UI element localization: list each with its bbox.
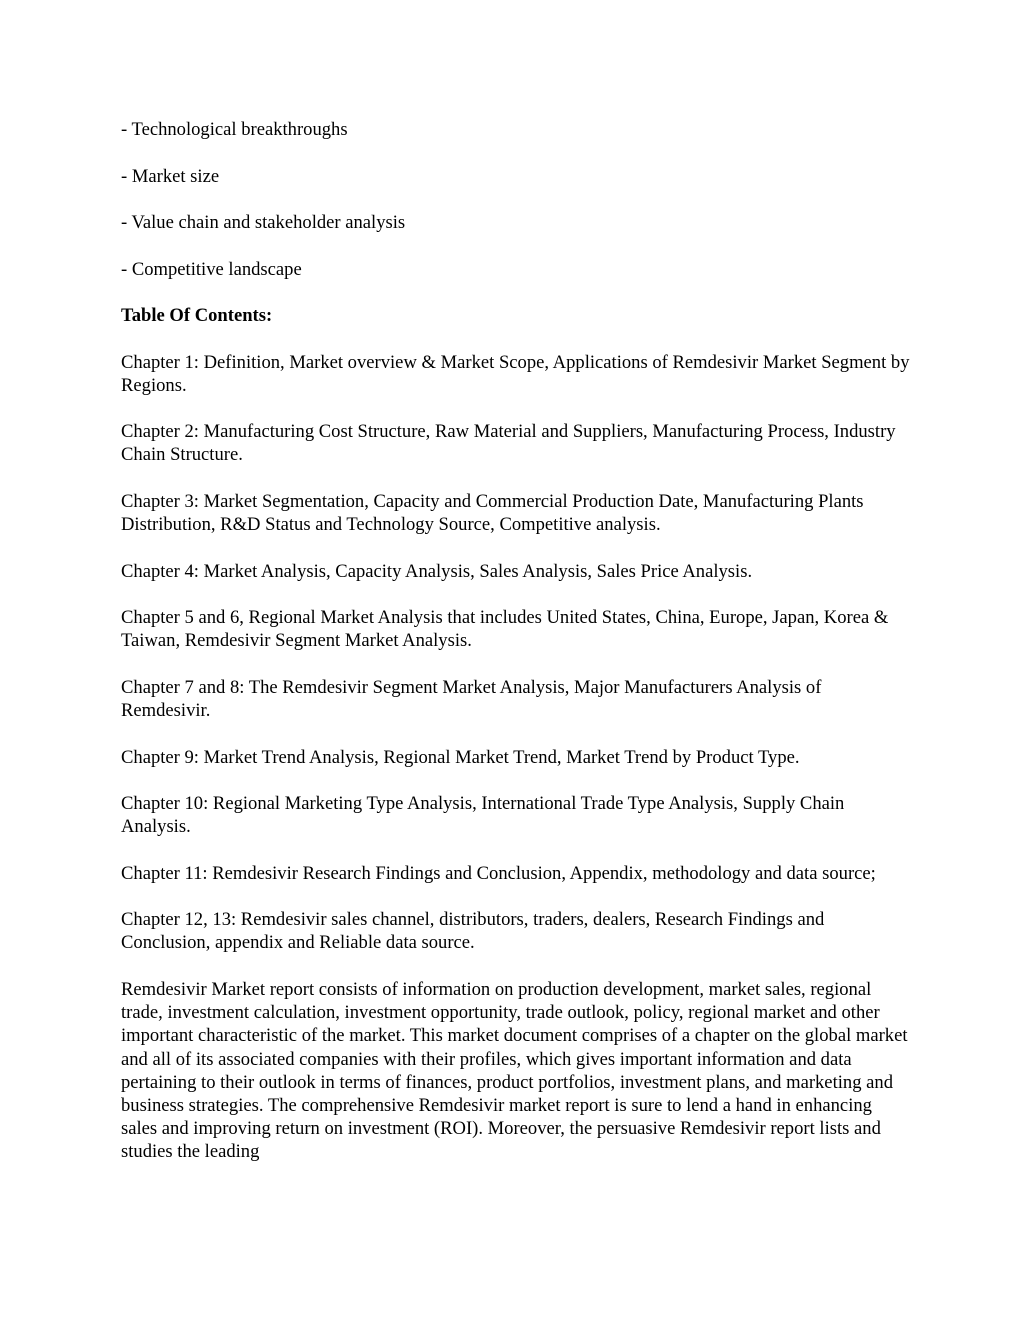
chapter-9: Chapter 9: Market Trend Analysis, Regional Market Trend, Market Trend by Product Type. <box>121 746 800 768</box>
chapter-5-6: Chapter 5 and 6, Regional Market Analysis that includes United States, China, Europe, Japan, Korea & Taiwan, Remdesivir Segment Market Analysis. <box>121 607 889 652</box>
chapter-12-13: Chapter 12, 13: Remdesivir sales channel, distributors, traders, dealers, Research Findings and Conclusion, appendix and Reliable data source. <box>121 909 825 954</box>
chapter-7-8: Chapter 7 and 8: The Remdesivir Segment Market Analysis, Major Manufacturers Analysis of Remdesivir. <box>121 676 822 722</box>
chapter-3: Chapter 3: Market Segmentation, Capacity and Commercial Production Date, Manufacturing Plants Distribution, R&D Status and Technology Source, Competitive analysis. <box>121 490 864 536</box>
bullet-value-chain: - Value chain and stakeholder analysis <box>121 212 406 233</box>
bullet-technological-breakthroughs: - Technological breakthroughs <box>121 119 348 140</box>
chapter-2: Chapter 2: Manufacturing Cost Structure, Raw Material and Suppliers, Manufacturing Process, Industry Chain Structure. <box>121 421 896 466</box>
document-page <box>121 118 911 1164</box>
chapter-11: Chapter 11: Remdesivir Research Findings and Conclusion, Appendix, methodology and data source; <box>121 862 876 884</box>
closing-paragraph: Remdesivir Market report consists of information on production development, market sales, regional trade, investment calculation, investment opportunity, trade outlook, policy, regional market and other important characteristic of the market. This market document comprises of a chapter on the global market and all of its associated companies with their profiles, which gives important information and data pertaining to their outlook in terms of finances, product portfolios, investment plans, and marketing and business strategies. The comprehensive Remdesivir market report is sure to lend a hand in enhancing sales and improving return on investment (ROI). Moreover, the persuasive Remdesivir report lists and studies the leading <box>121 978 908 1163</box>
chapter-10: Chapter 10: Regional Marketing Type Analysis, International Trade Type Analysis, Supply Chain Analysis. <box>121 793 845 838</box>
chapter-4: Chapter 4: Market Analysis, Capacity Analysis, Sales Analysis, Sales Price Analysis. <box>121 560 753 582</box>
bullet-competitive-landscape: - Competitive landscape <box>121 258 302 280</box>
bullet-market-size: - Market size <box>121 165 220 187</box>
chapter-1: Chapter 1: Definition, Market overview & Market Scope, Applications of Remdesivir Market Segment by Regions. <box>121 351 910 396</box>
toc-heading: Table Of Contents: <box>121 305 273 326</box>
